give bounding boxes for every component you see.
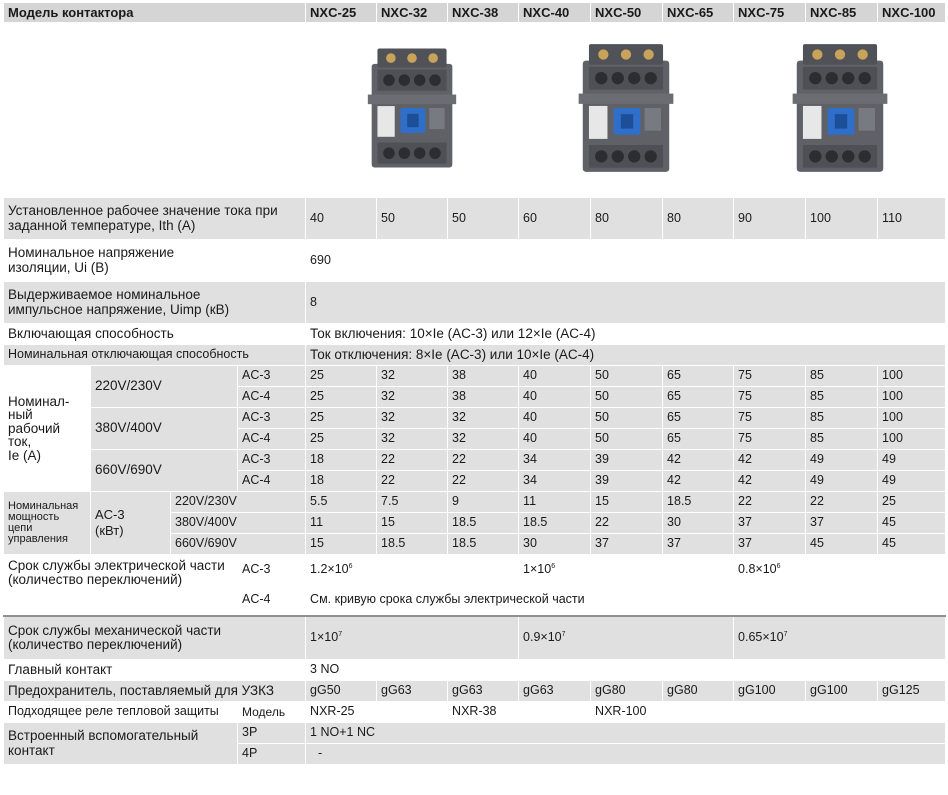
header-label: Модель контактора — [4, 3, 306, 23]
ie-value: 100 — [878, 429, 946, 450]
ie-value: 100 — [878, 366, 946, 387]
ie-value: 22 — [377, 450, 448, 471]
contactor-image — [734, 23, 946, 198]
ie-value: 65 — [663, 429, 734, 450]
ie-label — [4, 366, 91, 492]
ie-value: 75 — [734, 408, 806, 429]
model-header: NXC-75 — [734, 3, 806, 23]
elec-life-exp: 6 — [551, 562, 556, 570]
power-value: 18.5 — [377, 534, 448, 555]
power-value: 18.5 — [448, 513, 519, 534]
ie-voltage: 660V/690V — [91, 450, 238, 492]
ie-value: 22 — [377, 471, 448, 492]
ie-value: 49 — [806, 471, 878, 492]
elec-life-base: 0.8×10 — [738, 562, 777, 577]
model-header: NXC-38 — [448, 3, 519, 23]
ie-value: 65 — [663, 408, 734, 429]
aux-value: 1 NO+1 NC — [306, 723, 946, 744]
elec-life-label-line: (количество переключений) — [8, 572, 183, 588]
power-value: 5.5 — [306, 492, 377, 513]
aux-row — [4, 723, 946, 744]
ie-voltage: 220V/230V — [91, 366, 238, 408]
fuse-label: Предохранитель, поставляемый для УЗКЗ — [4, 681, 306, 702]
power-value: 25 — [878, 492, 946, 513]
power-value: 37 — [734, 534, 806, 555]
fuse-value: gG100 — [734, 681, 806, 702]
image-row-blank — [4, 23, 306, 198]
ie-value: 65 — [663, 387, 734, 408]
power-row — [4, 492, 946, 513]
ie-value: 40 — [519, 366, 591, 387]
ie-category: AC-4 — [238, 471, 306, 492]
power-label — [4, 492, 91, 555]
uimp-label: Выдерживаемое номинальное импульсное напряжение, Uimp (кВ) — [4, 282, 306, 324]
elec-life-exp: 6 — [348, 562, 353, 570]
elec-life-ac4-value: См. кривую срока службы электрической части — [306, 585, 946, 616]
relay-value: NXR-100 — [591, 702, 946, 723]
elec-life-base: 1.2×10 — [310, 562, 349, 577]
model-header: NXC-25 — [306, 3, 377, 23]
main-contact-value: 3 NO — [306, 660, 946, 681]
ith-value: 50 — [377, 198, 448, 240]
row-ui — [4, 240, 946, 282]
aux-label-line: Встроенный вспомогательный — [8, 728, 199, 744]
power-value: 37 — [663, 534, 734, 555]
relay-sub-label: Модель — [238, 702, 306, 723]
power-value: 22 — [591, 513, 663, 534]
ie-value: 18 — [306, 450, 377, 471]
model-header: NXC-100 — [878, 3, 946, 23]
ie-value: 85 — [806, 366, 878, 387]
ie-value: 85 — [806, 429, 878, 450]
ie-value: 32 — [377, 387, 448, 408]
aux-code: 3P — [238, 723, 306, 744]
power-category-line: AC-3 — [95, 507, 125, 523]
row-uimp — [4, 282, 946, 324]
ie-value: 25 — [306, 387, 377, 408]
relay-row — [4, 702, 946, 723]
ith-value: 80 — [663, 198, 734, 240]
power-value: 15 — [591, 492, 663, 513]
aux-code: 4P — [238, 744, 306, 765]
ie-value: 42 — [734, 450, 806, 471]
elec-life-category: AC-4 — [238, 585, 306, 616]
ie-value: 85 — [806, 408, 878, 429]
power-value: 45 — [878, 513, 946, 534]
uimp-value: 8 — [306, 282, 946, 324]
power-value: 15 — [377, 513, 448, 534]
ie-value: 32 — [448, 429, 519, 450]
ie-value: 25 — [306, 408, 377, 429]
power-value: 30 — [663, 513, 734, 534]
fuse-value: gG63 — [519, 681, 591, 702]
power-voltage: 380V/400V — [171, 513, 306, 534]
mech-life-base: 0.9×10 — [523, 630, 562, 645]
mech-life-exp: 7 — [338, 631, 343, 639]
mech-life-label-line: (количество переключений) — [8, 636, 183, 652]
elec-life-label-line: Срок службы электрической части — [8, 558, 225, 573]
model-header: NXC-50 — [591, 3, 663, 23]
ie-row — [4, 408, 946, 429]
model-header: NXC-65 — [663, 3, 734, 23]
contactor-image-small — [364, 42, 460, 174]
mech-life-value — [519, 616, 734, 660]
mech-life-base: 0.65×10 — [738, 630, 784, 645]
ie-value: 32 — [377, 408, 448, 429]
power-label-line: цепи — [8, 522, 33, 534]
model-header: NXC-32 — [377, 3, 448, 23]
elec-life-label — [4, 555, 238, 616]
power-value: 11 — [519, 492, 591, 513]
making-value: Ток включения: 10×Ie (AC-3) или 12×Ie (AC-4) — [306, 324, 946, 345]
row-breaking — [4, 345, 946, 366]
ui-value: 690 — [306, 240, 946, 282]
power-value: 22 — [734, 492, 806, 513]
making-label: Включающая способность — [4, 324, 306, 345]
mech-life-base: 1×10 — [310, 630, 339, 645]
fuse-value: gG63 — [377, 681, 448, 702]
ie-value: 50 — [591, 366, 663, 387]
ie-value: 75 — [734, 387, 806, 408]
image-row — [4, 23, 946, 198]
row-making — [4, 324, 946, 345]
model-header: NXC-85 — [806, 3, 878, 23]
ie-label-line: рабочий — [8, 420, 61, 436]
breaking-label: Номинальная отключающая способность — [4, 345, 306, 366]
power-value: 22 — [806, 492, 878, 513]
power-value: 45 — [806, 534, 878, 555]
ith-value: 110 — [878, 198, 946, 240]
breaking-value: Ток отключения: 8×Ie (AC-3) или 10×Ie (AC-4) — [306, 345, 946, 366]
ie-value: 40 — [519, 429, 591, 450]
mech-life-exp: 7 — [561, 631, 566, 639]
ie-category: AC-3 — [238, 366, 306, 387]
relay-label: Подходящее реле тепловой защиты — [4, 702, 238, 723]
ie-value: 85 — [806, 387, 878, 408]
ie-value: 40 — [519, 408, 591, 429]
fuse-value: gG50 — [306, 681, 377, 702]
fuse-row — [4, 681, 946, 702]
ie-category: AC-3 — [238, 408, 306, 429]
ie-value: 25 — [306, 429, 377, 450]
ie-value: 22 — [448, 450, 519, 471]
ie-value: 75 — [734, 429, 806, 450]
main-contact-label: Главный контакт — [4, 660, 306, 681]
relay-value: NXR-38 — [448, 702, 591, 723]
ie-category: AC-4 — [238, 387, 306, 408]
ie-value: 50 — [591, 387, 663, 408]
mech-life-value — [306, 616, 519, 660]
aux-value: - — [306, 744, 946, 765]
contactor-image-large — [788, 38, 892, 178]
ie-value: 32 — [377, 429, 448, 450]
elec-life-value — [734, 555, 946, 585]
power-value: 37 — [591, 534, 663, 555]
ie-value: 38 — [448, 387, 519, 408]
row-ith — [4, 198, 946, 240]
main-contact-row — [4, 660, 946, 681]
ie-value: 34 — [519, 450, 591, 471]
ie-value: 75 — [734, 366, 806, 387]
power-voltage: 660V/690V — [171, 534, 306, 555]
power-category-line: (кВт) — [95, 523, 124, 538]
ie-value: 42 — [663, 450, 734, 471]
ith-value: 90 — [734, 198, 806, 240]
ith-value: 100 — [806, 198, 878, 240]
power-value: 7.5 — [377, 492, 448, 513]
ie-voltage: 380V/400V — [91, 408, 238, 450]
ie-label-line: ный — [8, 407, 33, 423]
ie-value: 32 — [448, 408, 519, 429]
ie-value: 100 — [878, 408, 946, 429]
ie-value: 50 — [591, 429, 663, 450]
ie-value: 49 — [878, 471, 946, 492]
elec-life-category: AC-3 — [238, 555, 306, 585]
ie-row — [4, 450, 946, 471]
elec-life-value — [306, 555, 519, 585]
elec-life-base: 1×10 — [523, 562, 552, 577]
ie-value: 49 — [806, 450, 878, 471]
mech-life-exp: 7 — [783, 631, 788, 639]
power-label-line: мощность — [8, 511, 60, 523]
fuse-value: gG100 — [806, 681, 878, 702]
power-value: 9 — [448, 492, 519, 513]
ie-value: 25 — [306, 366, 377, 387]
ith-value: 80 — [591, 198, 663, 240]
ui-label: Номинальное напряжение изоляции, Ui (В) — [4, 240, 306, 282]
specification-table — [3, 2, 946, 765]
ie-value: 42 — [663, 471, 734, 492]
mech-life-label-line: Срок службы механической части — [8, 622, 222, 638]
contactor-image-medium — [574, 38, 678, 178]
power-value: 30 — [519, 534, 591, 555]
fuse-value: gG125 — [878, 681, 946, 702]
ie-category: AC-3 — [238, 450, 306, 471]
ie-value: 34 — [519, 471, 591, 492]
ith-value: 60 — [519, 198, 591, 240]
power-value: 15 — [306, 534, 377, 555]
ie-value: 42 — [734, 471, 806, 492]
aux-label-line: контакт — [8, 742, 55, 758]
fuse-value: gG80 — [591, 681, 663, 702]
aux-label — [4, 723, 238, 765]
power-category — [91, 492, 171, 555]
power-value: 37 — [806, 513, 878, 534]
ie-value: 49 — [878, 450, 946, 471]
power-value: 37 — [734, 513, 806, 534]
elec-life-exp: 6 — [776, 562, 781, 570]
mech-life-value — [734, 616, 946, 660]
elec-life-row — [4, 555, 946, 585]
power-value: 11 — [306, 513, 377, 534]
ie-value: 22 — [448, 471, 519, 492]
power-label-line: Номинальная — [8, 500, 79, 512]
power-label-line: управления — [8, 533, 68, 545]
ie-value: 39 — [591, 471, 663, 492]
ith-label: Установленное рабочее значение тока при заданной температуре, Ith (А) — [4, 198, 306, 240]
elec-life-value — [519, 555, 734, 585]
ie-value: 100 — [878, 387, 946, 408]
ie-label-line: ток, — [8, 434, 32, 450]
model-header: NXC-40 — [519, 3, 591, 23]
ie-value: 50 — [591, 408, 663, 429]
ie-value: 32 — [377, 366, 448, 387]
power-value: 18.5 — [519, 513, 591, 534]
ie-category: AC-4 — [238, 429, 306, 450]
ie-value: 38 — [448, 366, 519, 387]
power-voltage: 220V/230V — [171, 492, 306, 513]
ie-value: 65 — [663, 366, 734, 387]
power-value: 18.5 — [448, 534, 519, 555]
ie-value: 40 — [519, 387, 591, 408]
ith-value: 50 — [448, 198, 519, 240]
ie-label-line: Ie (А) — [8, 447, 42, 463]
relay-value: NXR-25 — [306, 702, 448, 723]
ie-value: 18 — [306, 471, 377, 492]
ith-value: 40 — [306, 198, 377, 240]
power-value: 18.5 — [663, 492, 734, 513]
ie-row — [4, 366, 946, 387]
mech-life-row — [4, 616, 946, 660]
fuse-value: gG80 — [663, 681, 734, 702]
contactor-image — [306, 23, 519, 198]
power-value: 45 — [878, 534, 946, 555]
header-row — [4, 3, 946, 23]
mech-life-label — [4, 616, 306, 660]
fuse-value: gG63 — [448, 681, 519, 702]
ie-label-line: Номинал- — [8, 393, 70, 409]
ie-value: 39 — [591, 450, 663, 471]
contactor-image — [519, 23, 734, 198]
